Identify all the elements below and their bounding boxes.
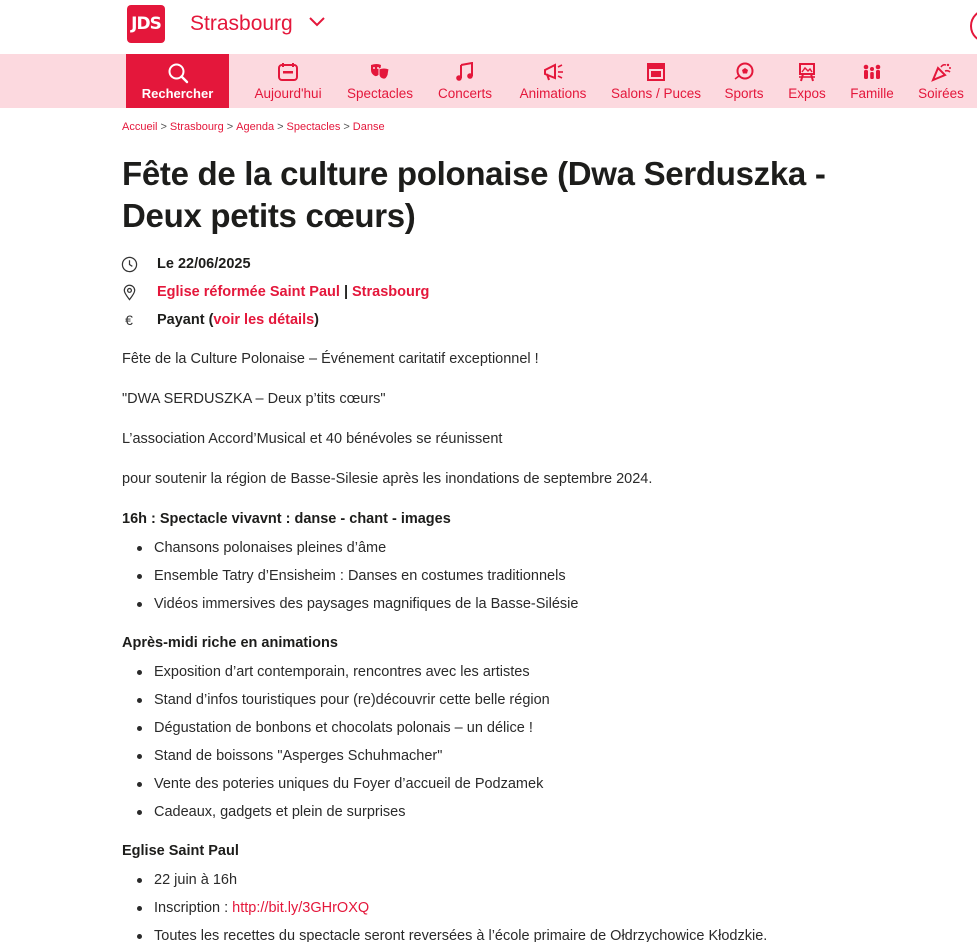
breadcrumb-spectacles[interactable]: Spectacles [286, 121, 341, 133]
description-paragraph: Fête de la Culture Polonaise – Événement caritatif exceptionnel ! [122, 351, 539, 367]
list-item: Vidéos immersives des paysages magnifiques de la Basse-Silésie [122, 590, 578, 618]
list-item: Chansons polonaises pleines d’âme [122, 534, 578, 562]
price-suffix: ) [314, 312, 320, 328]
event-date-row [120, 253, 251, 275]
nav-label: Sports [724, 85, 764, 101]
chevron-down-icon[interactable] [308, 15, 326, 29]
family-icon [861, 62, 883, 82]
nav-item-expos[interactable] [784, 54, 830, 108]
breadcrumb: Accueil > Strasbourg > Agenda > Spectacles > Danse [122, 121, 385, 133]
search-icon [167, 62, 189, 84]
megaphone-icon [542, 62, 564, 82]
search-label: Rechercher [141, 85, 214, 101]
description-paragraph: L’association Accord’Musical et 40 bénévoles se réunissent [122, 431, 503, 447]
jds-logo[interactable]: JDS [127, 5, 165, 43]
list-item [122, 894, 767, 922]
list-item: Exposition d’art contemporain, rencontres avec les artistes [122, 658, 550, 686]
nav-label: Famille [850, 85, 894, 101]
nav-item-famille[interactable] [845, 54, 899, 108]
list-item: Toutes les recettes du spectacle seront reversées à l’école primaire de Ołdrzychowice Kłodzkie. [122, 922, 767, 942]
nav-item-concerts[interactable] [434, 54, 496, 108]
event-price-row [120, 309, 319, 331]
nav-label: Salons / Puces [610, 85, 702, 101]
soccer-ball-icon [733, 62, 755, 82]
lieu-list [122, 866, 767, 942]
list-item: 22 juin à 16h [122, 866, 767, 894]
nav-item-soirees[interactable] [914, 54, 968, 108]
top-bar [0, 0, 977, 54]
music-notes-icon [454, 62, 476, 82]
nav-label: Aujourd'hui [254, 85, 322, 101]
page-title: Fête de la culture polonaise (Dwa Serduszka - Deux petits cœurs) [122, 155, 826, 234]
nav-item-sports[interactable] [719, 54, 769, 108]
euro-icon: € [125, 312, 133, 328]
breadcrumb-danse[interactable]: Danse [352, 121, 385, 133]
section-title-lieu: Eglise Saint Paul [122, 843, 239, 859]
nav-item-animations[interactable] [514, 54, 592, 108]
inscription-link[interactable]: http://bit.ly/3GHrOXQ [232, 900, 370, 916]
clock-icon [120, 255, 138, 273]
description-paragraph: "DWA SERDUSZKA – Deux p’tits cœurs" [122, 391, 386, 407]
list-item: Stand d’infos touristiques pour (re)découvrir cette belle région [122, 686, 550, 714]
list-item: Ensemble Tatry d’Ensisheim : Danses en costumes traditionnels [122, 562, 578, 590]
event-date: Le 22/06/2025 [157, 256, 251, 272]
account-icon[interactable] [970, 9, 977, 43]
breadcrumb-agenda[interactable]: Agenda [236, 121, 275, 133]
spectacle-list [122, 534, 578, 618]
event-venue-row: Eglise réformée Saint Paul | Strasbourg [120, 281, 429, 303]
map-pin-icon [120, 283, 138, 301]
list-item: Vente des poteries uniques du Foyer d’accueil de Podzamek [122, 770, 550, 798]
section-title-animations: Après-midi riche en animations [122, 635, 338, 651]
nav-label: Expos [788, 85, 826, 101]
party-popper-icon [930, 62, 952, 82]
price-details-link[interactable]: voir les détails [213, 312, 315, 328]
nav-label: Spectacles [346, 85, 414, 101]
animations-list [122, 658, 550, 826]
theater-masks-icon [369, 62, 391, 82]
easel-icon [796, 62, 818, 82]
list-item: Cadeaux, gadgets et plein de surprises [122, 798, 550, 826]
section-title-spectacle: 16h : Spectacle vivavnt : danse - chant - images [122, 511, 451, 527]
list-item: Stand de boissons "Asperges Schuhmacher" [122, 742, 550, 770]
description-paragraph: pour soutenir la région de Basse-Silesie après les inondations de septembre 2024. [122, 471, 653, 487]
nav-item-spectacles[interactable] [344, 54, 416, 108]
nav-label: Soirées [918, 85, 964, 101]
inscription-label: Inscription : [154, 900, 233, 916]
search-button[interactable] [126, 54, 229, 108]
nav-label: Animations [519, 85, 587, 101]
venue-link[interactable]: Eglise réformée Saint Paul [157, 284, 340, 300]
nav-item-salons-puces[interactable] [609, 54, 703, 108]
price-prefix: Payant ( [157, 312, 214, 328]
nav-label: Concerts [437, 85, 493, 101]
nav-item-aujourdhui[interactable] [251, 54, 325, 108]
venue-city-link[interactable]: Strasbourg [352, 284, 430, 300]
breadcrumb-strasbourg[interactable]: Strasbourg [169, 121, 224, 133]
city-selector[interactable]: Strasbourg [190, 12, 293, 35]
stand-icon [645, 62, 667, 82]
calendar-icon [277, 62, 299, 82]
breadcrumb-accueil[interactable]: Accueil [122, 121, 158, 133]
list-item: Dégustation de bonbons et chocolats polonais – un délice ! [122, 714, 550, 742]
